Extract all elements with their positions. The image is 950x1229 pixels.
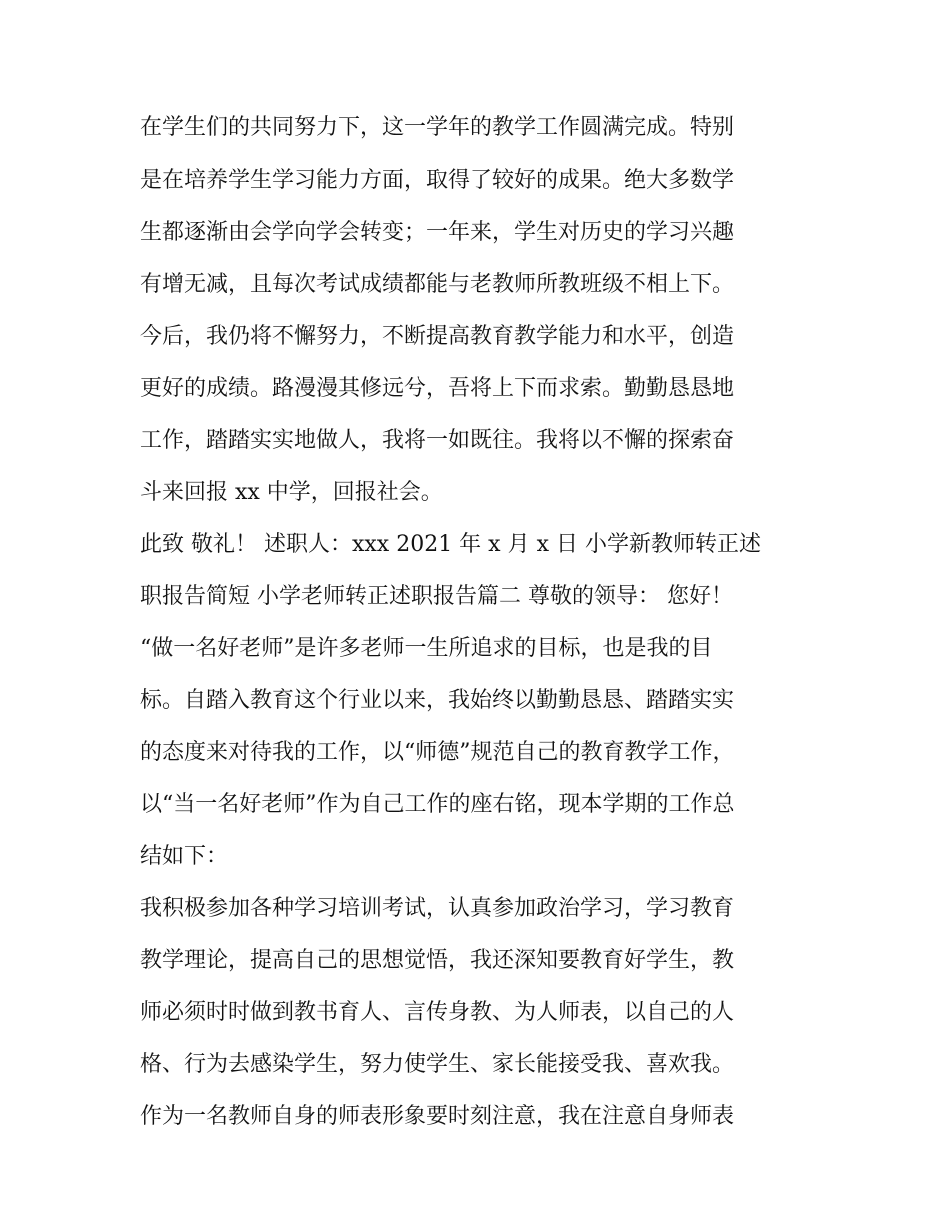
text-line: 师必须时时做到教书育人、言传身教、为人师表，以自己的人 (140, 1000, 735, 1025)
text-line: 的态度来对待我的工作，以“师德”规范自己的教育教学工作， (140, 740, 735, 765)
text-line: 职报告简短 小学老师转正述职报告篇二 尊敬的领导： 您好！ (140, 584, 733, 609)
text-line: 标。自踏入教育这个行业以来，我始终以勤勤恳恳、踏踏实实 (140, 688, 735, 713)
text-line: 格、行为去感染学生，努力使学生、家长能接受我、喜欢我。 (140, 1052, 735, 1077)
text-line: 有增无减，且每次考试成绩都能与老教师所教班级不相上下。 (140, 272, 735, 297)
text-line: 斗来回报 xx 中学，回报社会。 (140, 480, 443, 505)
text-line: 此致 敬礼！ 述职人：xxx 2021 年 x 月 x 日 小学新教师转正述 (140, 532, 761, 557)
text-line: 更好的成绩。路漫漫其修远兮，吾将上下而求索。勤勤恳恳地 (140, 376, 735, 401)
text-line: 教学理论，提高自己的思想觉悟，我还深知要教育好学生，教 (140, 948, 735, 973)
text-line: 作为一名教师自身的师表形象要时刻注意，我在注意自身师表 (140, 1104, 735, 1129)
text-line: 结如下： (140, 844, 229, 869)
text-line: 我积极参加各种学习培训考试，认真参加政治学习，学习教育 (140, 896, 735, 921)
text-line: 工作，踏踏实实地做人，我将一如既往。我将以不懈的探索奋 (140, 428, 735, 453)
text-line: 是在培养学生学习能力方面，取得了较好的成果。绝大多数学 (140, 168, 735, 193)
text-line: 以“当一名好老师”作为自己工作的座右铭，现本学期的工作总 (140, 792, 735, 817)
text-line: 今后，我仍将不懈努力，不断提高教育教学能力和水平，创造 (140, 324, 735, 349)
text-line: 在学生们的共同努力下，这一学年的教学工作圆满完成。特别 (140, 115, 735, 140)
text-line: “做一名好老师”是许多老师一生所追求的目标，也是我的目 (140, 636, 713, 661)
text-line: 生都逐渐由会学向学会转变；一年来，学生对历史的学习兴趣 (140, 220, 735, 245)
